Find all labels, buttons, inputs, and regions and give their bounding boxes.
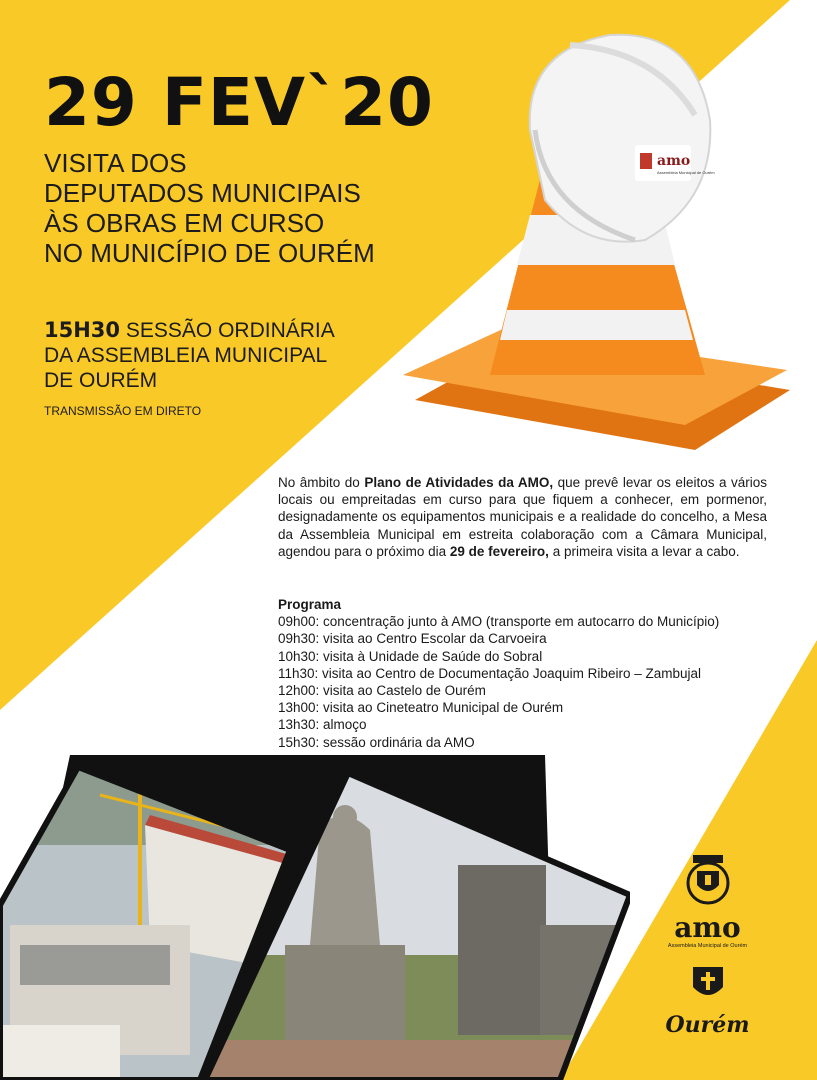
- programme-item: 13h30: almoço: [278, 717, 367, 733]
- programme-item: 13h00: visita ao Cineteatro Municipal de Ourém: [278, 700, 564, 716]
- session-line3: DE OURÉM: [44, 369, 158, 392]
- ourem-shield-icon: [691, 965, 725, 1003]
- photo-collage: [0, 755, 630, 1080]
- cone-stripe-lower: [500, 310, 693, 340]
- amo-logo-text: amo: [674, 911, 741, 944]
- programme-item: 11h30: visita ao Centro de Documentação Joaquim Ribeiro – Zambujal: [278, 665, 701, 681]
- programme-item: 10h30: visita à Unidade de Saúde do Sobral: [278, 648, 543, 664]
- programme-item: 12h00: visita ao Castelo de Ourém: [278, 683, 486, 699]
- programme-item: 09h00: concentração junto à AMO (transporte em autocarro do Município): [278, 614, 720, 630]
- helmet-logo-name: amo: [657, 153, 691, 169]
- ourem-logo-text: Ourém: [665, 1012, 750, 1038]
- title-line: NO MUNICÍPIO DE OURÉM: [44, 238, 375, 268]
- municipal-crest-icon: [685, 855, 731, 905]
- session-line2: DA ASSEMBLEIA MUNICIPAL: [44, 344, 328, 367]
- session-line1: SESSÃO ORDINÁRIA: [120, 319, 335, 342]
- title-line: ÀS OBRAS EM CURSO: [44, 208, 325, 238]
- programme-section: [278, 596, 778, 751]
- event-date: 29 FEV`20: [44, 64, 434, 141]
- helmet-shell: [530, 35, 711, 242]
- event-title: [44, 148, 375, 268]
- title-line: VISITA DOS: [44, 148, 187, 178]
- intro-paragraph: [278, 474, 767, 560]
- intro-text: No âmbito do: [278, 475, 365, 490]
- helmet-logo-sub: Assembleia Municipal de Ourém: [657, 170, 715, 175]
- session-time: 15H30: [44, 318, 121, 342]
- logos-block: [650, 855, 765, 1055]
- helmet-logo-crest-icon: [640, 153, 652, 169]
- programme-item: 09h30: visita ao Centro Escolar da Carvoeira: [278, 631, 547, 647]
- intro-bold-date: 29 de fevereiro,: [449, 543, 549, 559]
- intro-text: que prevê levar os eleitos a vários locais ou empreitadas em curso para que fiquem a conhecer, em pormenor, designadamente os equipamentos municipais e a realidade do concelho, a Mesa da Assembleia Municipal em estreita colaboração com a Câmara Municipal, agendou para o próximo dia: [278, 475, 767, 559]
- traffic-cone-helmet-illustration: [395, 10, 795, 450]
- broadcast-note: TRANSMISSÃO EM DIRETO: [44, 404, 202, 418]
- intro-bold-plan: Plano de Atividades da AMO,: [364, 475, 554, 490]
- programme-title: Programa: [278, 597, 342, 612]
- title-line: DEPUTADOS MUNICIPAIS: [44, 178, 361, 208]
- intro-text: a primeira visita a levar a cabo.: [548, 543, 740, 559]
- amo-logo-subtitle: Assembleia Municipal de Ourém: [667, 943, 748, 949]
- programme-item: 15h30: sessão ordinária da AMO: [278, 734, 475, 750]
- session-info: [44, 318, 335, 393]
